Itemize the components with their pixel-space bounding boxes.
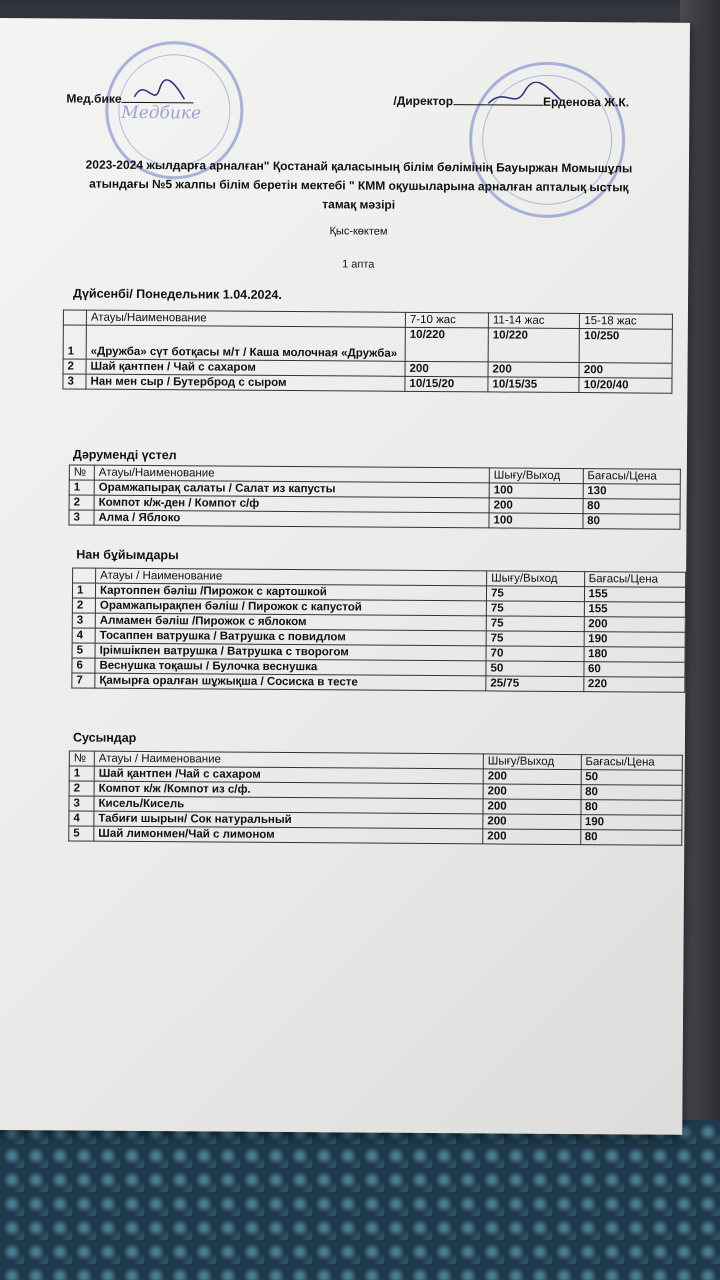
document-title: 2023-2024 жылдарға арналған" Қостанай қаласының білім бөлімінің Бауыржан Момышұлы атындағы №5 жалпы білім беретін мектебі " КММ оқушыларына арналған апталық ыстық тамақ мәзірі [85,157,633,212]
table-row [63,374,672,393]
item-price: 190 [584,632,686,648]
row-number: 5 [72,643,95,658]
col-age-7-10: 7-10 жас [405,312,488,328]
row-number: 3 [72,613,95,628]
item-output: 75 [486,631,584,647]
bakery-table-heading: Нан бұйымдары [76,547,179,563]
item-name: Кисель/Кисель [94,796,483,814]
item-output: 200 [483,769,581,785]
item-output: 100 [489,513,583,529]
col-number [73,568,96,583]
item-price: 155 [584,587,686,603]
row-number: 1 [69,766,94,781]
item-output: 70 [486,646,584,662]
director-label: /Директор [393,93,454,109]
col-name: Атауы / Наименование [96,568,487,586]
item-price: 190 [580,815,682,831]
table-row [72,673,685,692]
director-name: Ерденова Ж.К. [543,94,630,110]
dish-name: Шай қантпен / Чай с сахаром [86,359,405,376]
portion-7-10: 10/220 [405,327,488,362]
row-number: 2 [72,598,95,613]
row-number: 4 [69,811,94,826]
item-output: 200 [483,814,581,830]
row-number: 2 [69,495,94,510]
fabric-background [0,1120,720,1280]
row-number: 1 [72,583,95,598]
col-price: Бағасы/Цена [584,572,686,588]
col-number: № [69,751,94,766]
week-label: 1 апта [342,258,375,271]
item-price: 200 [584,617,686,633]
item-output: 25/75 [486,676,584,692]
item-price: 155 [584,602,686,618]
day-heading: Дүйсенбі/ Понедельник 1.04.2024. [73,286,282,302]
row-number: 2 [63,359,86,374]
col-number [63,310,86,325]
bakery-table [71,568,686,693]
item-name: Компот к/ж-ден / Компот с/ф [94,495,489,513]
col-age-11-14: 11-14 жас [488,313,579,329]
item-price: 80 [580,800,682,816]
row-number: 3 [63,374,86,389]
drinks-table [68,750,683,845]
dish-name: Нан мен сыр / Бутерброд с сыром [86,374,405,391]
col-output: Шығу/Выход [489,468,583,484]
table-row [69,510,680,529]
item-price: 130 [583,484,681,500]
item-output: 100 [489,483,583,499]
nurse-label: Мед.бике [66,91,122,106]
col-number: № [69,465,94,480]
item-price: 80 [581,785,683,801]
row-number: 3 [69,510,94,525]
row-number: 5 [69,826,94,841]
item-name: Орамжапырақ салаты / Салат из капусты [94,480,489,498]
item-name: Алма / Яблоко [94,510,489,528]
director-signature [484,81,564,112]
item-price: 50 [581,770,683,786]
row-number: 6 [72,658,95,673]
portion-15-18: 200 [579,363,672,379]
item-name: Тосаппен ватрушка / Ватрушка с повидлом [95,628,486,646]
dish-name: «Дружба» сүт ботқасы м/т / Каша молочная «Дружба» [86,325,405,361]
item-name: Қамырға оралған шұжықша / Сосиска в тесте [95,673,486,691]
col-price: Бағасы/Цена [581,755,683,771]
row-number: 4 [72,628,95,643]
item-name: Шай лимонмен/Чай с лимоном [94,826,483,844]
item-output: 200 [483,784,581,800]
drinks-table-heading: Сусындар [72,730,137,745]
col-age-15-18: 15-18 жас [580,314,673,330]
item-price: 80 [583,499,681,515]
item-output: 75 [486,601,584,617]
vitamin-table-heading: Дәрумендi үстел [72,447,177,463]
item-name: Картоппен бәліш /Пирожок с картошкой [95,583,486,601]
season-label: Қыс-көктем [329,225,388,238]
main-menu-table [62,309,673,393]
row-number: 7 [72,673,95,688]
col-name: Атауы/Наименование [94,465,489,483]
menu-document [0,18,690,1135]
row-number: 3 [69,796,94,811]
vitamin-table [68,464,680,529]
portion-11-14: 10/15/35 [488,377,579,393]
nurse-signature [129,77,189,107]
item-name: Алмамен бәліш /Пирожок с яблоком [95,613,486,631]
table-row [69,826,682,845]
table-row [63,325,672,363]
item-output: 200 [483,829,581,845]
item-price: 180 [584,647,686,663]
item-name: Веснушка тоқашы / Булочка веснушка [95,658,486,676]
col-price: Бағасы/Цена [583,469,681,485]
item-output: 75 [486,586,584,602]
portion-15-18: 10/20/40 [579,378,672,394]
row-number: 1 [63,325,86,359]
item-price: 60 [583,662,685,678]
portion-11-14: 10/220 [488,328,580,363]
col-output: Шығу/Выход [487,571,585,587]
item-name: Шай қантпен /Чай с сахаром [94,766,483,784]
col-name: Атауы / Наименование [94,751,483,769]
item-name: Компот к/ж /Компот из с/ф. [94,781,483,799]
item-name: Орамжапырақпен бәліш / Пирожок с капустой [95,598,486,616]
item-output: 200 [483,799,581,815]
portion-7-10: 10/15/20 [405,376,488,392]
item-output: 75 [486,616,584,632]
row-number: 2 [69,781,94,796]
item-name: Ірімшікпен ватрушка / Ватрушка с творогом [95,643,486,661]
item-output: 50 [486,661,584,677]
col-name: Атауы/Наименование [86,310,405,327]
item-output: 200 [489,498,583,514]
portion-7-10: 200 [405,361,488,377]
portion-11-14: 200 [488,362,579,378]
signature-text: Медбике [121,102,202,124]
item-name: Табиғи шырын/ Сок натуральный [94,811,483,829]
item-price: 80 [580,830,682,846]
col-output: Шығу/Выход [483,754,581,770]
row-number: 1 [69,480,94,495]
item-price: 80 [583,514,681,530]
portion-15-18: 10/250 [579,329,672,364]
item-price: 220 [583,677,685,693]
